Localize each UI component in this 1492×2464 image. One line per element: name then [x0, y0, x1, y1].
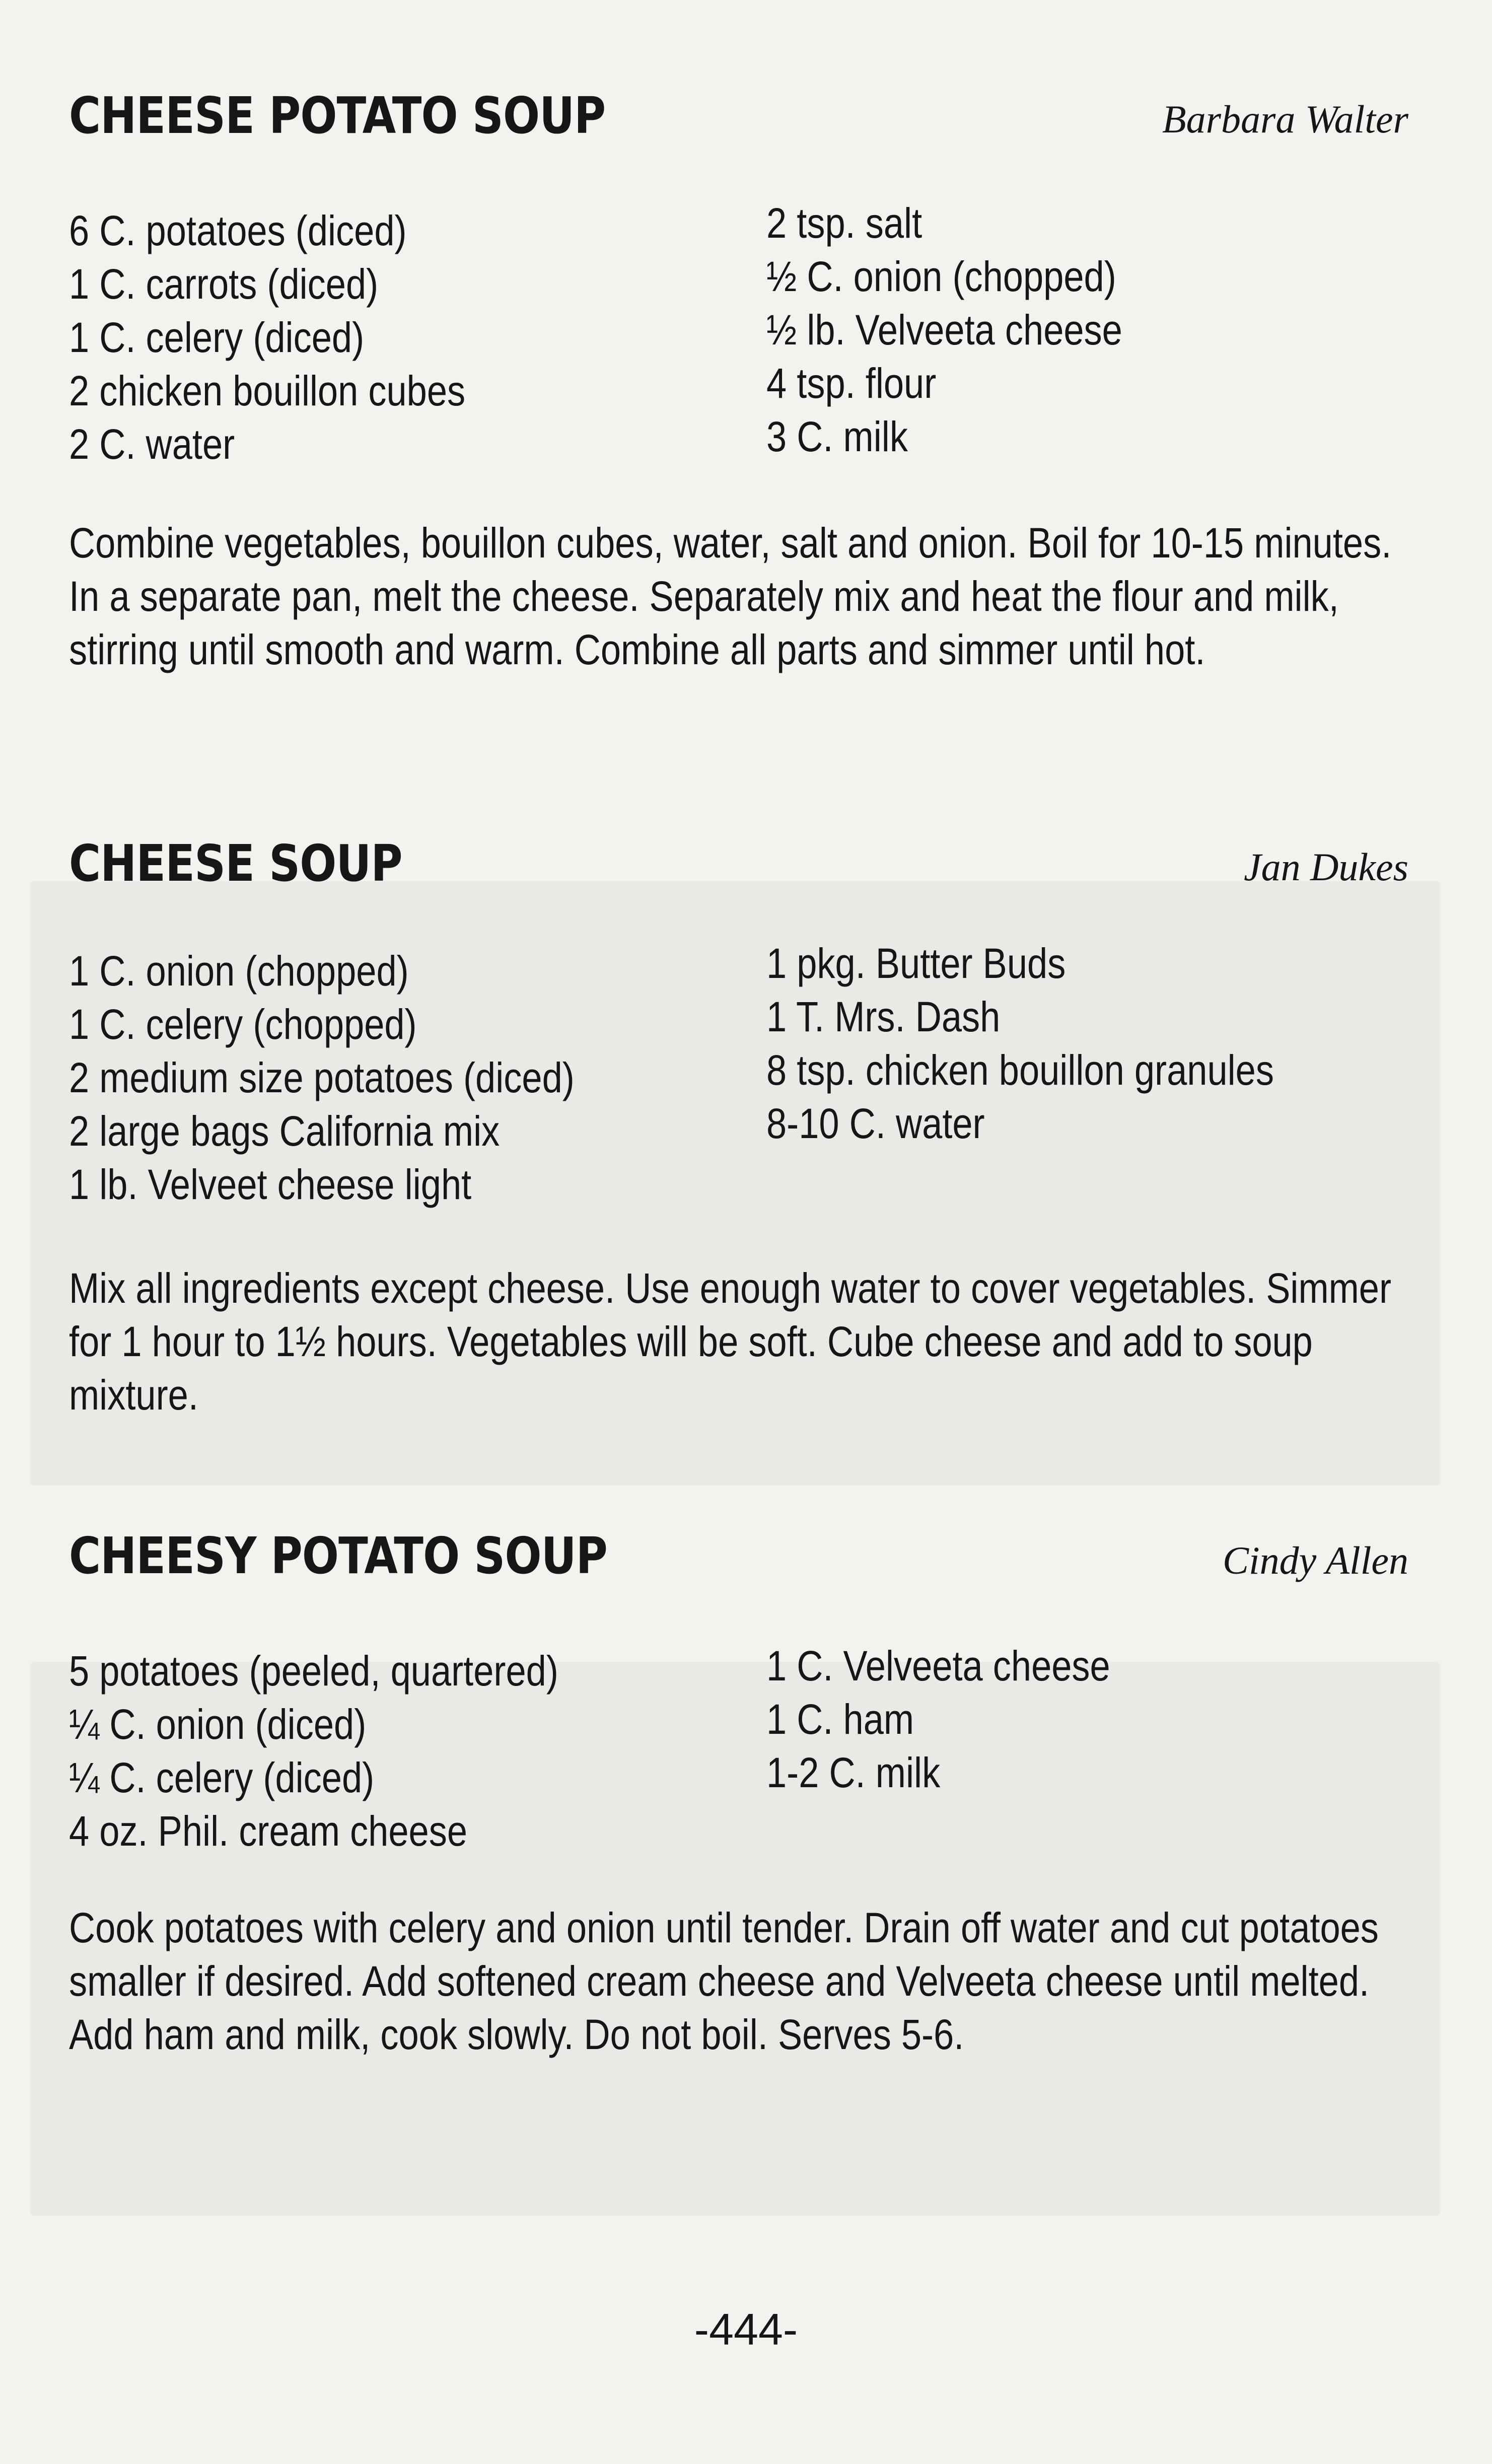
page-number: -444- [694, 2304, 798, 2354]
ingredient-item: 1 C. celery (chopped) [69, 1001, 417, 1048]
ingredient-item: 1 C. ham [766, 1696, 914, 1743]
ingredient-item: 1 T. Mrs. Dash [766, 993, 1001, 1040]
recipe-title: CHEESE SOUP [69, 834, 402, 893]
ingredient-list-left [69, 944, 657, 1211]
recipe-cheesy-potato-soup [69, 1526, 1408, 2186]
ingredient-item: 2 medium size potatoes (diced) [69, 1054, 575, 1101]
ingredient-item: 1 lb. Velveet cheese light [69, 1161, 472, 1208]
recipe-cheese-soup [69, 834, 1408, 1493]
ingredient-item: ¼ C. celery (diced) [69, 1754, 375, 1801]
ingredient-item: 2 large bags California mix [69, 1107, 500, 1155]
ingredient-item: 1 C. Velveeta cheese [766, 1642, 1110, 1689]
ingredient-item: 8-10 C. water [766, 1100, 985, 1147]
ingredient-item: ¼ C. onion (diced) [69, 1701, 367, 1748]
ingredient-list-left [69, 1644, 638, 1858]
ingredient-list-right [766, 1639, 1166, 1799]
recipe-directions: Combine vegetables, bouillon cubes, water, salt and onion. Boil for 10-15 minutes. In a separate pan, melt the cheese. Separately mix and heat the flour and milk, stirring until smooth and warm. Combine all parts and simmer until hot. [69, 519, 1392, 673]
ingredient-item: ½ C. onion (chopped) [766, 253, 1116, 300]
ingredient-item: 2 C. water [69, 420, 235, 468]
ingredient-item: 4 tsp. flour [766, 360, 937, 407]
recipe-directions: Mix all ingredients except cheese. Use enough water to cover vegetables. Simmer for 1 hour to 1½ hours. Vegetables will be soft. Cube cheese and add to soup mixture. [69, 1264, 1392, 1419]
ingredient-list-left [69, 204, 530, 471]
ingredient-list-right [766, 937, 1357, 1150]
ingredient-item: 6 C. potatoes (diced) [69, 207, 407, 254]
ingredient-item: ½ lb. Velveeta cheese [766, 306, 1122, 354]
ingredient-item: 1 C. onion (chopped) [69, 947, 409, 995]
recipe-author: Cindy Allen [1222, 1538, 1408, 1582]
ingredient-item: 1 C. celery (diced) [69, 314, 365, 361]
ingredient-item: 4 oz. Phil. cream cheese [69, 1807, 468, 1855]
recipe-title: CHEESY POTATO SOUP [69, 1526, 607, 1585]
recipe-cheese-potato-soup [69, 86, 1408, 745]
ingredient-list-right [766, 196, 1180, 463]
ingredient-item: 1 pkg. Butter Buds [766, 940, 1066, 987]
ingredient-item: 8 tsp. chicken bouillon granules [766, 1046, 1274, 1094]
recipe-author: Jan Dukes [1243, 845, 1408, 889]
recipe-author: Barbara Walter [1162, 97, 1408, 141]
ingredient-item: 5 potatoes (peeled, quartered) [69, 1647, 558, 1695]
ingredient-item: 1-2 C. milk [766, 1749, 941, 1796]
recipe-directions: Cook potatoes with celery and onion until tender. Drain off water and cut potatoes smaller if desired. Add softened cream cheese and Velveeta cheese until melted. Add ham and milk, cook slowly. Do not boil. Serves 5-6. [69, 1904, 1379, 2058]
recipe-title: CHEESE POTATO SOUP [69, 86, 606, 145]
ingredient-item: 2 tsp. salt [766, 199, 922, 247]
ingredient-item: 1 C. carrots (diced) [69, 260, 379, 308]
ingredient-item: 3 C. milk [766, 413, 908, 460]
ingredient-item: 2 chicken bouillon cubes [69, 367, 466, 414]
